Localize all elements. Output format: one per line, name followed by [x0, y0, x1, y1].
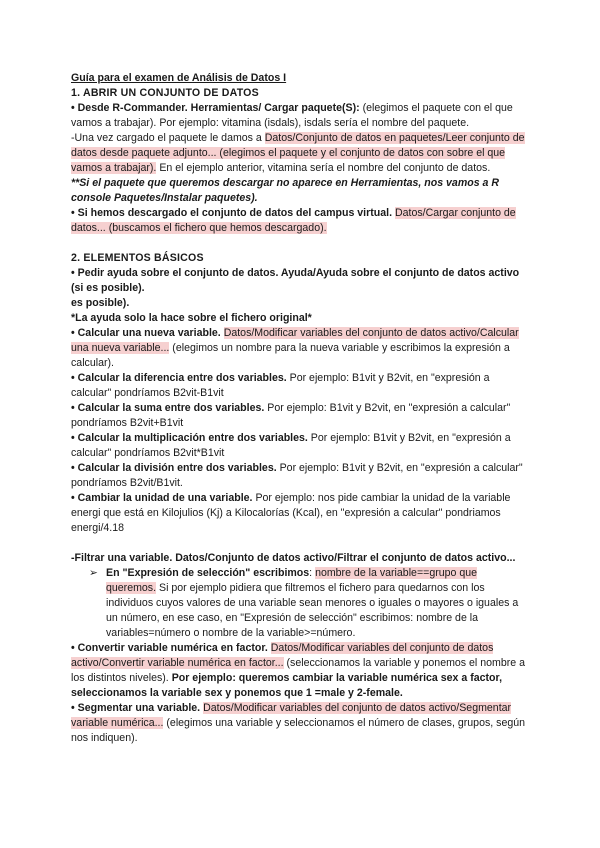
- note-help-original: *La ayuda solo la hace sobre el fichero original*: [71, 312, 312, 324]
- bold-text: • Si hemos descargado el conjunto de datos del campus virtual.: [71, 207, 393, 219]
- bold-text: • Cambiar la unidad de una variable.: [71, 492, 253, 504]
- bold-text: • Convertir variable numérica en factor.: [71, 642, 268, 654]
- highlighted-text: Datos/Modificar variables del conjunto de datos activo/Calcular una nueva variable...: [71, 327, 519, 354]
- body-text: (seleccionamos la variable y ponemos el nombre a los distintos niveles).: [71, 657, 525, 684]
- paragraph-help: • Pedir ayuda sobre el conjunto de datos. Ayuda/Ayuda sobre el conjunto de datos activo (si es posible).: [71, 267, 520, 294]
- paragraph-new-variable: [71, 326, 530, 371]
- bold-text: • Calcular la diferencia entre dos variables.: [71, 372, 287, 384]
- paragraph-unit-change: [71, 491, 530, 536]
- body-text: Por ejemplo: nos pide cambiar la unidad de la variable energi que está en Kilojulios (Kj) a Kilocalorías (Kcal), en "expresión a calcular" pondriamos energi/4.18: [71, 492, 511, 534]
- note-install-packages: **Si el paquete que queremos descargar no aparece en Herramientas, nos vamos a R console Paquetes/Instalar paquetes).: [71, 177, 500, 204]
- bold-text: • Calcular una nueva variable.: [71, 327, 221, 339]
- bold-text: • Calcular la multiplicación entre dos variables.: [71, 432, 308, 444]
- bold-text: • Desde R-Commander. Herramientas/ Cargar paquete(S):: [71, 102, 360, 114]
- body-text: :: [309, 567, 316, 579]
- highlighted-text: Datos/Modificar variables del conjunto de datos activo/Segmentar variable numérica...: [71, 702, 512, 729]
- body-text: -Una vez cargado el paquete le damos a: [71, 132, 265, 144]
- paragraph-filter: -Filtrar una variable. Datos/Conjunto de datos activo/Filtrar el conjunto de datos activo...: [71, 552, 516, 564]
- body-text: Por ejemplo: B1vit y B2vit, en "expresión a calcular" pondríamos B2vit*B1vit: [71, 432, 511, 459]
- bold-text: Por ejemplo: queremos cambiar la variable numérica sex a factor, seleccionamos la variable sex y ponemos que 1 =male y 2-female.: [71, 672, 503, 699]
- highlighted-text: Datos/Conjunto de datos en paquetes/Leer conjunto de datos desde paquete adjunto... (elegimos el paquete y el conjunto de datos con sobre el que vamos a trabajar).: [71, 132, 525, 174]
- paragraph-loaded-package: [71, 131, 530, 176]
- highlighted-text: nombre de la variable==grupo que queremos.: [106, 567, 478, 594]
- body-text: (elegimos el paquete con el que vamos a trabajar). Por ejemplo: vitamina (isdals), isdals sería el nombre del paquete.: [71, 102, 513, 129]
- bold-text: • Calcular la suma entre dos variables.: [71, 402, 265, 414]
- section-1-heading: 1. ABRIR UN CONJUNTO DE DATOS: [71, 87, 259, 99]
- arrow-bullet-icon: ➢: [89, 567, 98, 579]
- paragraph-division: [71, 461, 530, 491]
- paragraph-sum: [71, 401, 530, 431]
- bold-text: En "Expresión de selección" escribimos: [106, 567, 310, 579]
- bold-text: • Calcular la división entre dos variables.: [71, 462, 277, 474]
- paragraph-convert-factor: [71, 641, 530, 701]
- paragraph-campus-download: [71, 206, 530, 236]
- document-title: Guía para el examen de Análisis de Datos I: [71, 72, 287, 84]
- paragraph-selection-expression: [71, 566, 530, 641]
- body-text: (elegimos una variable y seleccionamos el número de clases, grupos, según nos indiquen).: [71, 717, 526, 744]
- body-text: Si por ejemplo pidiera que filtremos el fichero para quedarnos con los individuos cuyos valores de una variable sean menores o iguales o mayores o iguales a un número, en ese caso, en "Expresión de selección" escribimos: nombre de la variables=número o nombre de la variable>=número.: [106, 582, 519, 639]
- body-text: Por ejemplo: B1vit y B2vit, en "expresión a calcular" pondríamos B2vit/B1vit.: [71, 462, 523, 489]
- body-text: Por ejemplo: B1vit y B2vit, en "expresión a calcular" pondríamos B2vit+B1vit: [71, 402, 511, 429]
- paragraph-difference: [71, 371, 530, 401]
- paragraph-help-repeat: es posible).: [71, 297, 130, 309]
- body-text: En el ejemplo anterior, vitamina sería el nombre del conjunto de datos.: [156, 162, 491, 174]
- body-text: Por ejemplo: B1vit y B2vit, en "expresión a calcular" pondríamos B2vit-B1vit: [71, 372, 490, 399]
- section-2-heading: 2. ELEMENTOS BÁSICOS: [71, 252, 204, 264]
- paragraph-segment: [71, 701, 530, 746]
- highlighted-text: Datos/Cargar conjunto de datos... (buscamos el fichero que hemos descargado).: [71, 207, 516, 234]
- body-text: (elegimos un nombre para la nueva variable y escribimos la expresión a calcular).: [71, 342, 510, 369]
- paragraph-load-package: [71, 101, 530, 131]
- highlighted-text: Datos/Modificar variables del conjunto de datos activo/Convertir variable numérica en factor...: [71, 642, 494, 669]
- bold-text: • Segmentar una variable.: [71, 702, 201, 714]
- paragraph-multiplication: [71, 431, 530, 461]
